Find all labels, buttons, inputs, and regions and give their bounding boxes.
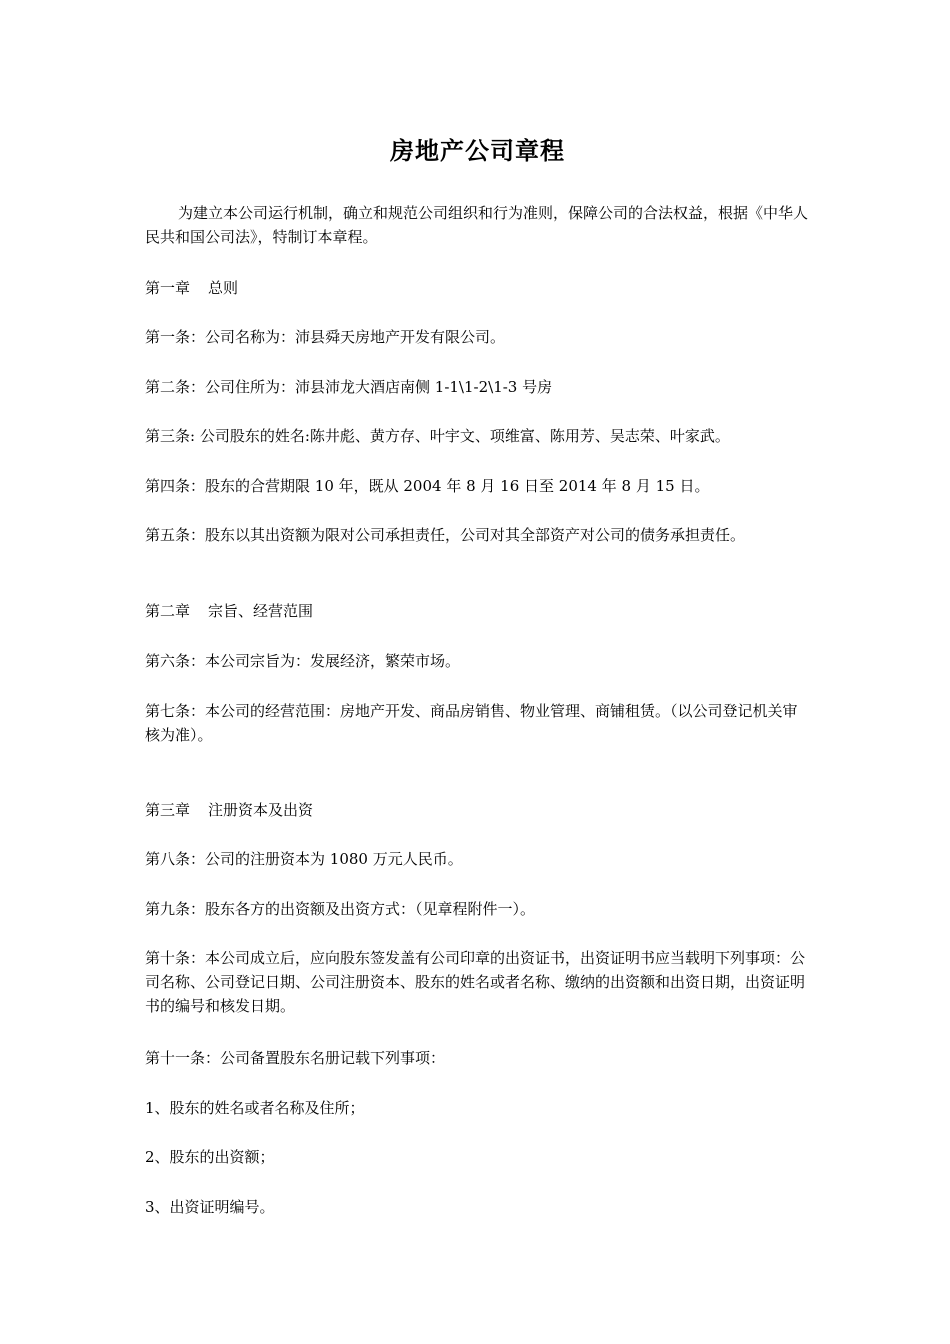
list-item-2: 2、股东的出资额； <box>145 1148 275 1166</box>
article-1: 第一条：公司名称为：沛县舜天房地产开发有限公司。 <box>145 328 506 346</box>
article-9: 第九条：股东各方的出资额及出资方式：（见章程附件一）。 <box>145 900 536 918</box>
article-8: 第八条：公司的注册资本为 1080 万元人民币。 <box>145 850 463 868</box>
chapter-number: 第二章 <box>145 602 191 620</box>
list-item-3: 3、出资证明编号。 <box>145 1198 275 1216</box>
chapter-number: 第一章 <box>145 279 191 297</box>
chapter-name: 总则 <box>208 279 239 297</box>
document-title: 房地产公司章程 <box>390 136 565 165</box>
list-item-1: 1、股东的姓名或者名称及住所； <box>145 1099 365 1117</box>
preamble-paragraph: 为建立本公司运行机制，确立和规范公司组织和行为准则，保障公司的合法权益，根据《中华人民共和国公司法》，特制订本章程。 <box>145 204 809 246</box>
article-4: 第四条：股东的合营期限 10 年，既从 2004 年 8 月 16 日至 2014 年 8 月 15 日。 <box>145 477 710 495</box>
article-7: 第七条：本公司的经营范围：房地产开发、商品房销售、物业管理、商铺租赁。（以公司登记机关审核为准）。 <box>145 702 798 744</box>
chapter-number: 第三章 <box>145 801 191 819</box>
chapter-2-heading <box>145 599 810 623</box>
chapter-3-heading <box>145 798 810 822</box>
chapter-name: 宗旨、经营范围 <box>208 602 314 620</box>
article-2: 第二条：公司住所为：沛县沛龙大酒店南侧 1-1\1-2\1-3 号房 <box>145 378 553 396</box>
article-11: 第十一条：公司备置股东名册记载下列事项： <box>145 1049 446 1067</box>
article-10: 第十条：本公司成立后，应向股东签发盖有公司印章的出资证书，出资证明书应当载明下列事项：公司名称、公司登记日期、公司注册资本、股东的姓名或者名称、缴纳的出资额和出资日期，出资证明书的编号和核发日期。 <box>145 949 806 1015</box>
article-6: 第六条：本公司宗旨为：发展经济，繁荣市场。 <box>145 652 461 670</box>
article-5: 第五条：股东以其出资额为限对公司承担责任，公司对其全部资产对公司的债务承担责任。 <box>145 526 746 544</box>
chapter-name: 注册资本及出资 <box>208 801 314 819</box>
chapter-1-heading <box>145 276 810 300</box>
article-3: 第三条: 公司股东的姓名:陈井彪、黄方存、叶宇文、项维富、陈用芳、吴志荣、叶家武。 <box>145 427 730 445</box>
